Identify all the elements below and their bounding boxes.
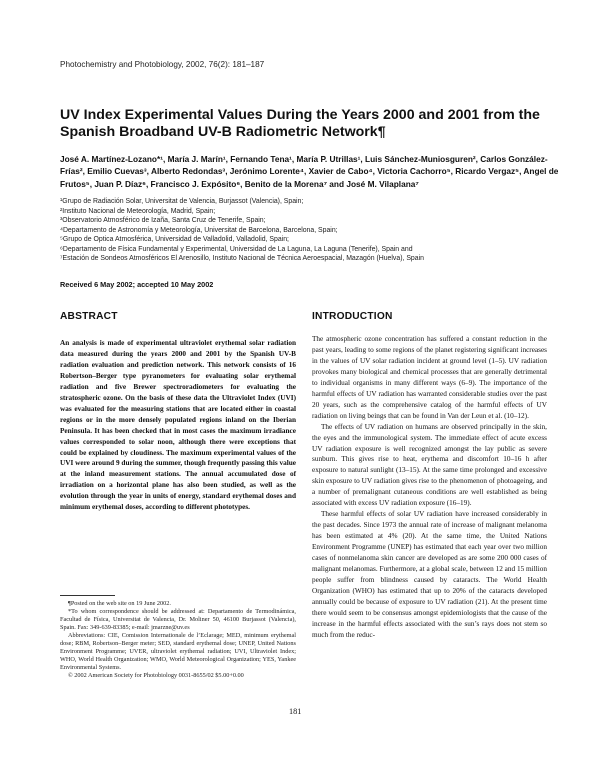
affiliation-line: ²Instituto Nacional de Meteorología, Madrid, Spain;: [60, 207, 216, 215]
footnote-divider: [60, 595, 115, 596]
affiliation-line: ⁵Grupo de Optica Atmosférica, Universidad de Valladolid, Valladolid, Spain;: [60, 236, 289, 243]
affiliation-line: ¹Grupo de Radiación Solar, Universitat de Valencia, Burjassot (Valencia), Spain;: [60, 198, 304, 205]
footnotes: [60, 600, 296, 680]
affiliation-line: ⁶Departamento de Física Fundamental y Experimental, Universidad de La Laguna, La Laguna (Tenerife), Spain and: [60, 245, 413, 253]
footnote-abbreviations: Abbreviations: CIE, Comission Internationale de l’Eclarage; MED, minimum erythemal dose; RBM, Robertson–Berger meter; SED, standard erythemal dose; UNEP, United Nations Environment Programme; UVER, ultraviolet erythemal radiation; UVI, Ultraviolet Index; WHO, World Health Organization; WMO, World Meteorological Organization; YES, Yankee Environmental Systems.: [60, 632, 296, 672]
affiliations: [60, 197, 580, 264]
author-list: José A. Martínez-Lozano*¹, María J. Marín¹, Fernando Tena¹, María P. Utrillas¹, Luis Sánchez-Muniosguren², Carlos González-Frías², Emilio Cuevas³, Alberto Redondas³, Jerónimo Lorente⁴, Xavier de Cabo⁴, Victoria Cachorro⁵, Ricardo Vergaz⁵, Angel de Frutos⁵, Juan P. Díaz⁶, Francisco J. Expósito⁶, Benito de la Morena⁷ and José M. Vilaplana⁷: [60, 154, 559, 189]
footnote-correspondence: *To whom correspondence should be addressed at: Departamento de Termodinámica, Facultad de Física, Universitat de Valencia, Dr. Moliner 50, 46100 Burjassot (Valencia), Spain. Fax: 349-639-83385; e-mail: jmarzne@uv.es: [60, 608, 296, 632]
introduction-heading: INTRODUCTION: [312, 311, 393, 322]
intro-paragraph: These harmful effects of solar UV radiation have increased considerably in the past decades. Since 1973 the annual rate of increase of malignant melanoma has been estimated at 4% (20). At the same time, the United Nations Environment Programme (UNEP) has estimated that each year over two million cases of nonmelanoma skin cancer are developed as are some 200 000 cases of malignant melanomas. Furthermore, at a global scale, between 12 and 15 million people suffer from blindness caused by cataracts. The World Health Organization (WHO) has estimated that up to 20% of the cataracts developed annually could be because of exposure to UV radiation (21). At the present time there would seem to be consensus amongst epidemiologists that the cause of the increase in the harmful effects associated with the sun’s rays does not stem so much from the reduc-: [312, 510, 547, 639]
intro-paragraph: The atmospheric ozone concentration has suffered a constant reduction in the past years, leading to some regions of the planet registering significant increases in the values of UV solar radiation incident at ground level (1–5). UV radiation provokes many biological and chemical processes that are generally detrimental to individual organisms in many different ways (6–9). The importance of the harmful effects of UV radiation has warranted considerable studies over the past 20 years, such as the comprehensive catalog of the harmful effects of UV radiation on living beings that can be found in Van der Leun et al. (10–12).: [312, 335, 547, 420]
received-dates: Received 6 May 2002; accepted 10 May 2002: [60, 280, 214, 289]
abstract-text: An analysis is made of experimental ultraviolet erythemal solar radiation data measured during the years 2000 and 2001 by the Spanish UV-B radiation evaluation and prediction network. This network consists of 16 Robertson–Berger type pyranometers for evaluating solar erythemal radiation and five Brewer spectroradiometers for evaluating the stratospheric ozone. On the basis of these data the Ultraviolet Index (UVI) was evaluated for the measuring stations that are located either in coastal regions or in the more densely populated regions inland on the Iberian Peninsula. It has been checked that in most cases the maximum irradiance values corresponded to solar noon, although there were exceptions that could be explained by cloudiness. The maximum experimental values of the UVI were around 9 during the summer, though frequently passing this value at the inland measurement stations. The annual accumulated dose of irradiation on a horizontal plane has also been studied, as well as the evolution through the year in units of energy, standard erythemal doses and minimum erythemal doses, according to different phototypes.: [60, 339, 296, 512]
footnote-posted: ¶Posted on the web site on 19 June 2002.: [68, 600, 171, 607]
journal-citation: Photochemistry and Photobiology, 2002, 76(2): 181–187: [60, 60, 265, 69]
introduction-body: [312, 334, 547, 641]
intro-paragraph: The effects of UV radiation on humans are observed principally in the skin, the eyes and the immunological system. The immediate effect of acute excess UV radiation exposure is well recognized amongst the lay public as severe sunburn. This gives rise to heat, erythema and discomfort 10–16 h after exposure to natural sunlight (13–15). At the same time prolonged and excessive skin exposure to UV radiation gives rise to the phenomenon of photoageing, and a number of premalignant cutaneous conditions are well established as being associated with excess UV radiation exposure (16–19).: [312, 422, 547, 508]
affiliation-line: ³Observatorio Atmosférico de Izaña, Santa Cruz de Tenerife, Spain;: [60, 217, 266, 224]
footnote-copyright: © 2002 American Society for Photobiology 0031-8655/02 $5.00+0.00: [68, 672, 244, 680]
abstract-heading: ABSTRACT: [60, 311, 118, 322]
affiliation-line: ⁴Departamento de Astronomía y Meteorología, Universitat de Barcelona, Barcelona, Spain;: [60, 226, 338, 234]
page-number: 181: [289, 707, 302, 716]
affiliation-line: ⁷Estación de Sondeos Atmosféricos El Arenosillo, Instituto Nacional de Técnica Aeroespacial, Mazagón (Huelva), Spain: [60, 255, 424, 262]
article-title: UV Index Experimental Values During the Years 2000 and 2001 from the Spanish Broadband UV-B Radiometric Network¶: [60, 107, 540, 140]
